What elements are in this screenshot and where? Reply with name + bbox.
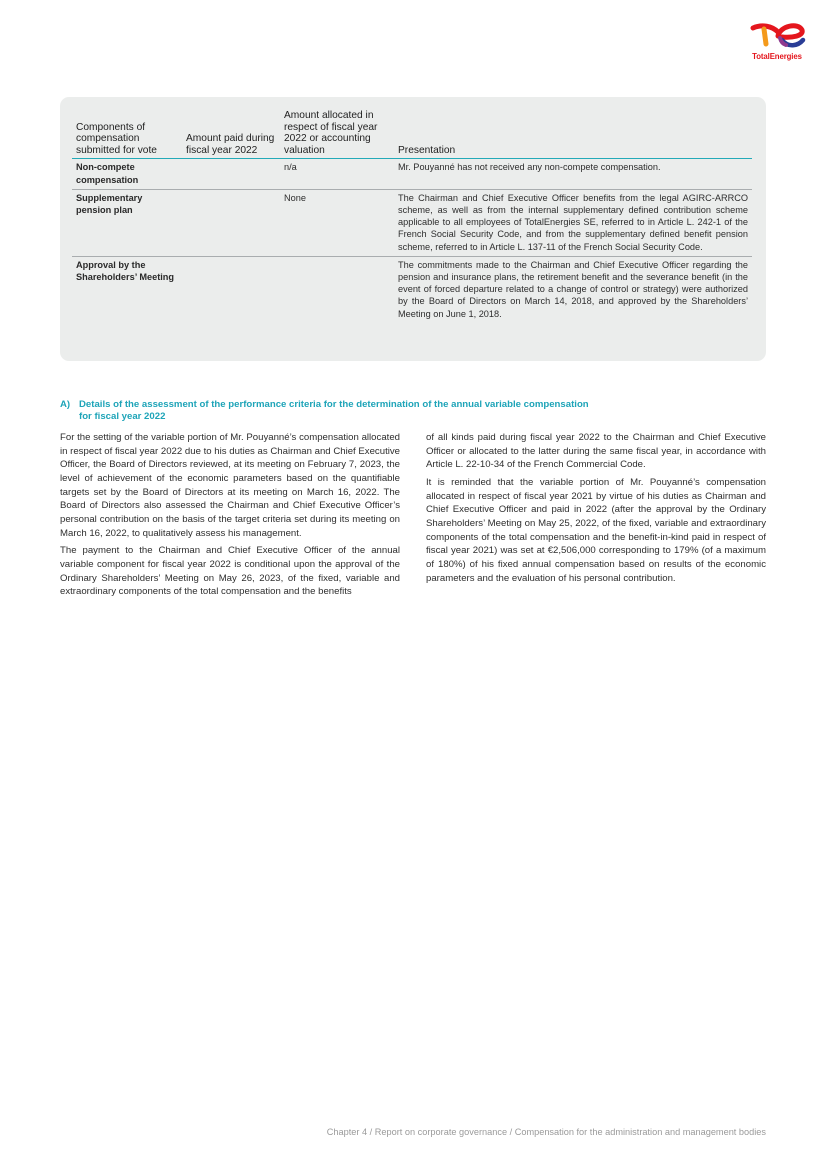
row-presentation: The commitments made to the Chairman and Chief Executive Officer regarding the pension and insurance plans, the retirement benefit and the severance benefit (in the event of forced departure related to a change of control or strategy) were authorized by the Board of Directors on March 14, 2018, and approved by the Shareholders’ Meeting on June 1, 2018. bbox=[398, 259, 748, 319]
logo-wordmark: TotalEnergies bbox=[752, 52, 802, 61]
paragraph: of all kinds paid during fiscal year 2022 to the Chairman and Chief Executive Officer or allocated to the latter during the same fiscal year, in accordance with Article L. 22-10-34 of the French Commercial Code. bbox=[426, 432, 766, 471]
row-amount-allocated bbox=[280, 256, 394, 323]
totalenergies-logo-icon bbox=[750, 20, 806, 50]
page-footer: Chapter 4 / Report on corporate governance / Compensation for the administration and management bodies bbox=[326, 1127, 766, 1137]
table-row bbox=[72, 256, 752, 323]
row-amount-allocated: n/a bbox=[280, 159, 394, 189]
row-component: Non-compete compensation bbox=[72, 159, 182, 189]
body-column-left bbox=[60, 431, 400, 603]
header-amount-allocated: Amount allocated in respect of fiscal year 2022 or accounting valuation bbox=[280, 110, 394, 159]
totalenergies-logo bbox=[746, 20, 808, 64]
paragraph: For the setting of the variable portion of Mr. Pouyanné’s compensation allocated in respect of fiscal year 2022 due to his duties as Chairman and Chief Executive Officer, the Board of Directors reviewed, at its meeting on February 7, 2023, the level of achievement of the economic parameters based on the quantifiable targets set by the Board of Directors at its meeting on March 16, 2022. The Board of Directors also assessed the Chairman and Chief Executive Officer’s personal contribution on the basis of the target criteria set during its meeting on March 16, 2022, to qualitatively assess his management. bbox=[60, 432, 400, 539]
section-title-line2: for fiscal year 2022 bbox=[79, 411, 166, 422]
row-amount-paid bbox=[182, 189, 280, 256]
table-header-row bbox=[72, 110, 752, 159]
row-amount-paid bbox=[182, 256, 280, 323]
table-row bbox=[72, 159, 752, 189]
section-marker: A) bbox=[60, 399, 71, 410]
row-presentation: The Chairman and Chief Executive Officer benefits from the legal AGIRC-ARRCO scheme, as well as from the internal supplementary defined contribution scheme applicable to all employees of TotalEnergies SE, referred to in Article L. 242-1 of the French Social Security Code, and from the supplementary defined benefit pension scheme, referred to in Article L. 137-11 of the French Social Security Code. bbox=[394, 189, 752, 256]
header-amount-paid: Amount paid during fiscal year 2022 bbox=[182, 110, 280, 159]
paragraph: The payment to the Chairman and Chief Executive Officer of the annual variable component for fiscal year 2022 is conditional upon the approval of the Ordinary Shareholders’ Meeting on May 26, 2023, of the fixed, variable and extraordinary components of the total compensation and the benefits bbox=[60, 545, 400, 598]
row-amount-paid bbox=[182, 159, 280, 189]
header-presentation: Presentation bbox=[394, 110, 752, 159]
section-title-line1: Details of the assessment of the performance criteria for the determination of the annual variable compensation bbox=[79, 399, 589, 410]
compensation-table bbox=[72, 110, 752, 323]
row-presentation: Mr. Pouyanné has not received any non-compete compensation. bbox=[394, 159, 752, 189]
row-component: Approval by the Shareholders’ Meeting bbox=[76, 259, 175, 282]
row-component: Supplementary pension plan bbox=[72, 189, 182, 256]
header-components: Components of compensation submitted for vote bbox=[72, 110, 182, 159]
section-heading bbox=[60, 399, 700, 423]
paragraph: It is reminded that the variable portion of Mr. Pouyanné’s compensation allocated in respect of fiscal year 2021 by virtue of his duties as Chairman and Chief Executive Officer and paid in 2022 (after the approval by the Ordinary Shareholders’ Meeting on May 25, 2022, of the fixed, variable and extraordinary components of the total compensation and the benefit-in-kind paid in respect of fiscal year 2021) was set at €2,506,000 corresponding to 179% (of a maximum of 180%) of his fixed annual compensation based on results of the economic parameters and the evaluation of his personal contribution. bbox=[426, 476, 766, 584]
row-amount-allocated: None bbox=[280, 189, 394, 256]
table-row bbox=[72, 189, 752, 256]
body-column-right bbox=[426, 431, 766, 589]
